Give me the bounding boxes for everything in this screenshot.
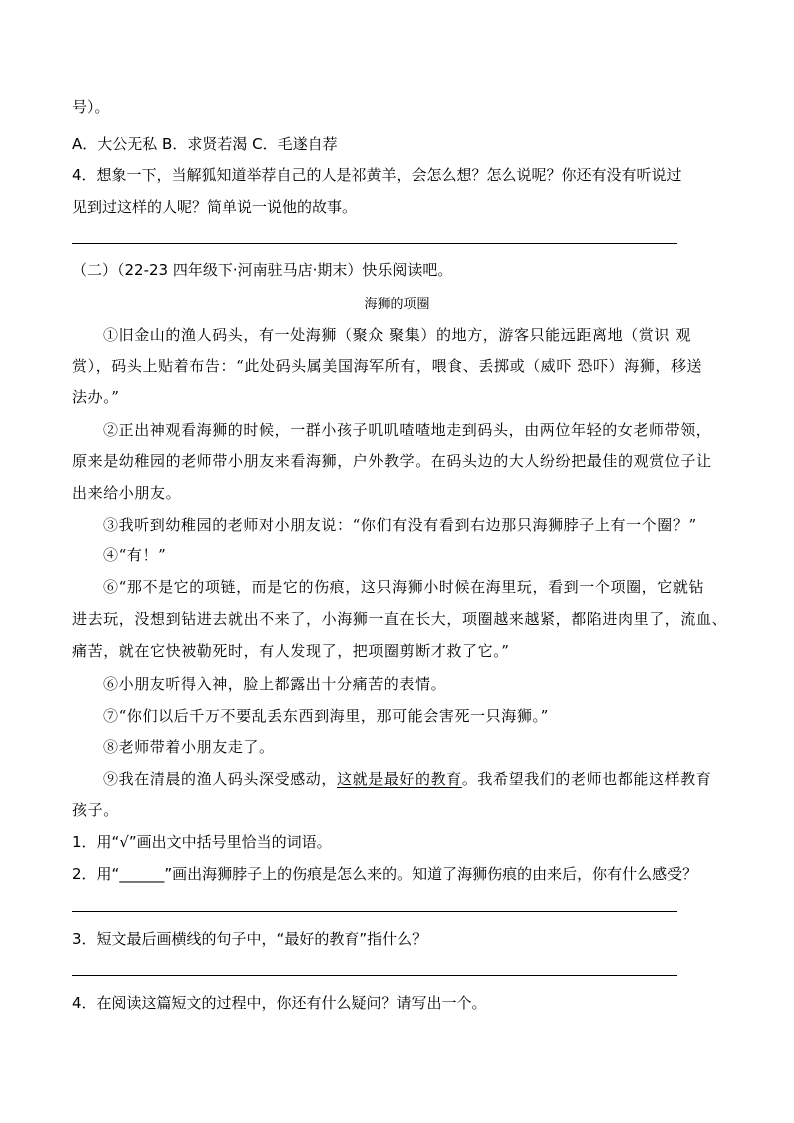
paragraph-5-line-1: ⑥“那不是它的项链，而是它的伤痕，这只海狮小时候在海里玩，看到一个项圈，它就钻 [103, 578, 705, 596]
story-title: 海狮的项圈 [364, 297, 430, 312]
question-4-line-2: 见到过这样的人呢？简单说一说他的故事。 [72, 198, 358, 216]
paragraph-2-line-3: 出来给小朋友。 [72, 484, 182, 502]
question-3: 3．短文最后画横线的句子中，“最好的教育”指什么？ [72, 930, 428, 948]
paragraph-1-line-3: 法办。” [72, 388, 120, 406]
question-2: 2．用“______”画出海狮脖子上的伤痕是怎么来的。知道了海狮伤痕的由来后，你有什么感受？ [72, 865, 698, 883]
answer-line [72, 243, 677, 244]
continuation-text: 号）。 [72, 98, 110, 116]
paragraph-1-line-1: ①旧金山的渔人码头，有一处海狮（聚众 聚集）的地方，游客只能远距离地（赏识 观 [103, 326, 691, 344]
paragraph-9-text-after: 。我希望我们的老师也都能这样教育 [461, 770, 712, 788]
paragraph-2-line-2: 原来是幼稚园的老师带小朋友来看海狮，户外教学。在码头边的大人纷纷把最佳的观赏位子让 [72, 452, 712, 470]
question-1: 1．用“√”画出文中括号里恰当的词语。 [72, 833, 332, 851]
paragraph-5-line-3: 痛苦，就在它快被勒死时，有人发现了，把项圈剪断才救了它。” [72, 642, 510, 660]
paragraph-5-line-2: 进去玩，没想到钻进去就出不来了，小海狮一直在长大，项圈越来越紧，都陷进肉里了，流血、 [72, 610, 728, 628]
answer-options: A．大公无私 B．求贤若渴 C．毛遂自荐 [72, 135, 338, 153]
question-4: 4．在阅读这篇短文的过程中，你还有什么疑问？请写出一个。 [72, 994, 487, 1012]
paragraph-9-line-1 [103, 769, 711, 789]
paragraph-8: ⑧老师带着小朋友走了。 [103, 738, 275, 756]
paragraph-7: ⑦“你们以后千万不要乱丢东西到海里，那可能会害死一只海狮。” [103, 707, 549, 725]
paragraph-9-line-2: 孩子。 [72, 801, 119, 819]
paragraph-9-text-before: ⑨我在清晨的渔人码头深受感动， [103, 770, 338, 788]
question-4-line-1: 4．想象一下，当解狐知道举荐自己的人是祁黄羊，会怎么想？怎么说呢？你还有没有听说过 [72, 166, 682, 184]
underlined-sentence: 这就是最好的教育 [337, 770, 462, 788]
paragraph-1-line-2: 赏），码头上贴着布告：“此处码头属美国海军所有，喂食、丢掷或（威吓 恐吓）海狮，移送 [72, 357, 703, 375]
section-header: （二）（22-23 四年级下·河南驻马店·期末）快乐阅读吧。 [72, 261, 453, 279]
paragraph-2-line-1: ②正出神观看海狮的时候，一群小孩子叽叽喳喳地走到码头，由两位年轻的女老师带领， [103, 421, 712, 439]
answer-line [72, 911, 677, 912]
paragraph-4: ④“有！” [103, 546, 167, 564]
paragraph-6: ⑥小朋友听得入神，脸上都露出十分痛苦的表情。 [103, 675, 447, 693]
answer-line [72, 975, 677, 976]
paragraph-3: ③我听到幼稚园的老师对小朋友说：“你们有没有看到右边那只海狮脖子上有一个圈？” [103, 516, 697, 534]
